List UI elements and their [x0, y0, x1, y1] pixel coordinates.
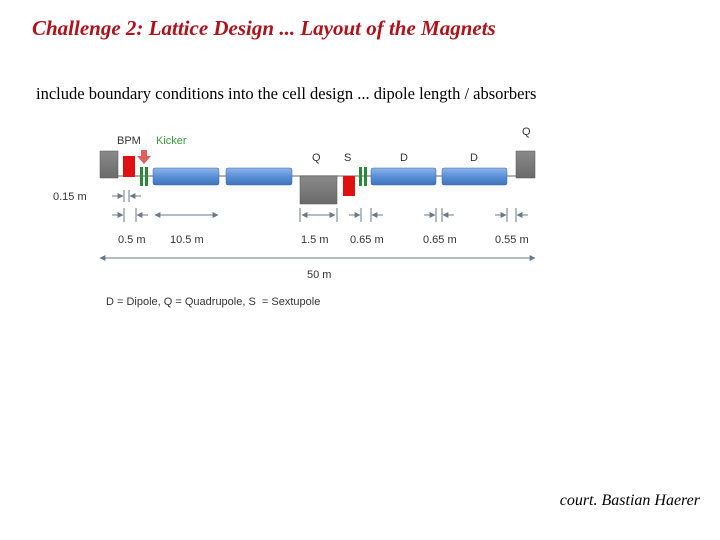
dimension-065a-label: 0.65 m [350, 234, 384, 246]
kicker-arrow-icon [137, 150, 151, 164]
quadrupole-left [100, 151, 118, 178]
dimension-015 [112, 190, 141, 202]
dimension-15-label: 1.5 m [301, 234, 329, 246]
dimension-05 [112, 208, 148, 222]
dipole-3 [371, 168, 436, 185]
bpm-label: BPM [117, 135, 141, 147]
quadrupole-mid-label: Q [312, 152, 321, 164]
dimension-015-label: 0.15 m [53, 191, 87, 203]
dimension-065b-label: 0.65 m [423, 234, 457, 246]
dimension-065b [424, 208, 454, 222]
dimension-dipole-label: 10.5 m [170, 234, 204, 246]
slide-title: Challenge 2: Lattice Design ... Layout of the Magnets [32, 16, 496, 40]
dimension-055-label: 0.55 m [495, 234, 529, 246]
dipole-1 [153, 168, 219, 185]
dimension-055 [495, 208, 528, 222]
sextupole-label: S [344, 152, 352, 164]
dipole-4 [442, 168, 507, 185]
credit-text: court. Bastian Haerer [559, 492, 700, 509]
corrector-mid-2 [364, 167, 367, 186]
slide-subtitle: include boundary conditions into the cell design ... dipole length / absorbers [36, 84, 537, 103]
quadrupole-end-label: Q [522, 126, 531, 138]
dimension-05-label: 0.5 m [118, 234, 146, 246]
dipole-label-2: D [470, 152, 478, 164]
corrector-mid-1 [359, 167, 362, 186]
quadrupole-mid [300, 176, 337, 204]
dipole-label-1: D [400, 152, 408, 164]
bpm-marker [123, 156, 135, 177]
quadrupole-right [516, 151, 535, 178]
kicker-label: Kicker [156, 135, 187, 147]
sextupole-marker [343, 176, 355, 196]
legend-text: D = Dipole, Q = Quadrupole, S = Sextupole [106, 296, 321, 308]
dipole-2 [226, 168, 292, 185]
corrector-left-1 [140, 167, 143, 186]
dimension-065a [349, 208, 383, 222]
corrector-left-2 [145, 167, 148, 186]
dimension-total-label: 50 m [307, 269, 332, 281]
dimension-15 [300, 208, 337, 222]
